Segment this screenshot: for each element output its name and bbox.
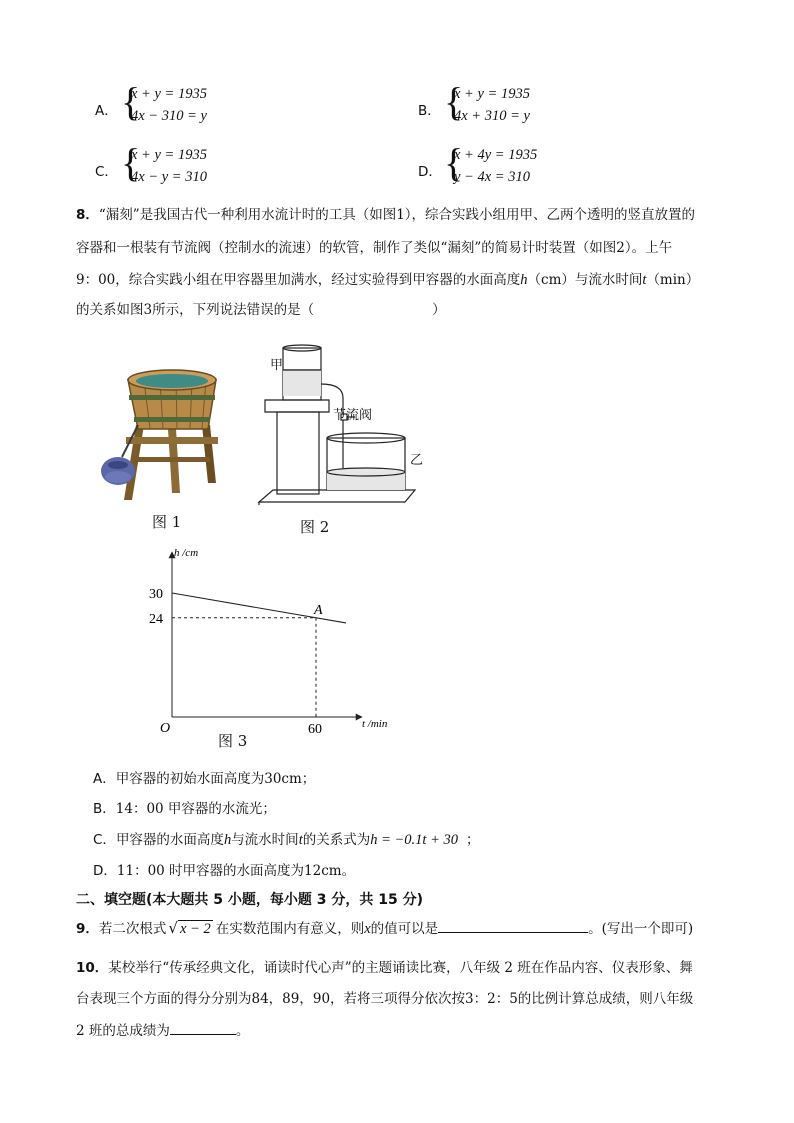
question-text: ） <box>432 302 446 318</box>
question-text: 。 <box>235 1023 250 1039</box>
variable-t: t <box>298 832 303 848</box>
variable-x: x <box>364 921 371 937</box>
option-text: 甲容器的水面高度 <box>115 832 224 848</box>
option-d-label: D． <box>418 164 442 180</box>
question-text: 9：00，综合实践小组在甲容器里加满水，经过实验得到甲容器的水面高度 <box>76 272 521 288</box>
q8-option-a <box>93 769 315 789</box>
question-text: “漏刻”是我国古代一种利用水流计时的工具（如图1），综合实践小组用甲、乙两个透明的竖直放置的 <box>98 207 696 223</box>
answer-blank[interactable] <box>438 918 588 933</box>
label-valve: 节流阀 <box>333 408 373 423</box>
q8-option-d <box>93 861 355 881</box>
section-2-heading: 二、填空题(本大题共 5 小题，每小题 3 分，共 15 分) <box>76 892 424 908</box>
question-number: 8． <box>76 207 99 223</box>
equation: x + y = 1935 <box>131 147 207 163</box>
y-tick-label: 30 <box>149 587 163 602</box>
equation: 4x + 310 = y <box>454 108 530 124</box>
q10-line-2: 台表现三个方面的得分分别为84，89，90，若将三项得分依次按3：2：5的比例计算总成绩，则八年级 <box>76 991 694 1007</box>
option-text: ； <box>465 832 480 848</box>
option-text: 与流水时间 <box>231 832 299 848</box>
radical-expression: √ x − 2 <box>168 919 211 937</box>
q9-line <box>76 918 693 939</box>
option-label: B． <box>93 801 116 817</box>
option-text: 甲容器的初始水面高度为30cm； <box>115 771 316 787</box>
q8-line-3 <box>76 270 699 290</box>
equation: x + y = 1935 <box>131 86 207 102</box>
question-text: 。(写出一个即可) <box>588 921 694 937</box>
q10-line-1 <box>76 958 693 978</box>
question-text: 2 班的总成绩为 <box>76 1023 170 1039</box>
option-text: 14：00 甲容器的水流光； <box>115 801 276 817</box>
q8-option-c <box>93 830 479 850</box>
question-text: 的值可以是 <box>370 921 439 937</box>
equation: x + 4y = 1935 <box>454 147 538 163</box>
formula: h = −0.1t + 30 <box>370 832 458 848</box>
figure-1-clepsydra-illustration <box>98 365 228 505</box>
origin-label: O <box>160 721 171 736</box>
question-text: 在实数范围内有意义，则 <box>215 921 365 937</box>
question-number: 9． <box>76 921 99 937</box>
question-number: 10． <box>76 960 109 976</box>
question-text: 若二次根式 <box>98 921 167 937</box>
q8-line-1 <box>76 205 695 225</box>
label-jia: 甲 <box>270 358 284 373</box>
q8-line-2: 容器和一根装有节流阀（控制水的流速）的软管，制作了类似“漏刻”的简易计时装置（如图2）。上午 <box>76 240 673 256</box>
figure-2-caption: 图 2 <box>300 518 330 536</box>
variable-t: t <box>642 272 647 288</box>
option-label: C． <box>93 832 116 848</box>
equation: 4x − 310 = y <box>131 108 207 124</box>
option-a-label: A． <box>95 103 118 119</box>
question-text: （min） <box>646 272 700 288</box>
option-text: 的关系式为 <box>302 832 371 848</box>
label-yi: 乙 <box>410 453 424 468</box>
figure-1-caption: 图 1 <box>152 513 182 531</box>
question-text: 的关系如图3所示，下列说法错误的是（ <box>76 302 315 318</box>
figure-3-caption: 图 3 <box>218 732 248 750</box>
equation: x + y = 1935 <box>454 86 530 102</box>
q10-line-3 <box>76 1020 249 1041</box>
q8-line-4 <box>76 300 446 320</box>
point-a-label: A <box>314 602 323 618</box>
variable-h: h <box>520 272 528 288</box>
x-tick-label: 60 <box>308 722 322 737</box>
equation: y − 4x = 310 <box>454 169 530 185</box>
question-text: （cm）与流水时间 <box>527 272 643 288</box>
figure-3-chart <box>140 540 400 740</box>
option-label: A． <box>93 771 116 787</box>
x-axis-label: t /min <box>362 718 388 730</box>
option-text: 11：00 时甲容器的水面高度为12cm。 <box>116 863 356 879</box>
equation: 4x − y = 310 <box>131 169 207 185</box>
option-c-label: C． <box>95 164 118 180</box>
variable-h: h <box>223 832 232 848</box>
answer-blank[interactable] <box>170 1020 236 1035</box>
y-tick-label: 24 <box>149 611 163 627</box>
option-b-label: B． <box>418 103 441 119</box>
radicand: x − 2 <box>179 921 211 937</box>
option-label: D． <box>93 863 117 879</box>
question-text: 某校举行“传承经典文化，诵读时代心声”的主题诵读比赛，八年级 2 班在作品内容、仪表形象、舞 <box>108 960 693 976</box>
y-axis-label: h /cm <box>174 547 199 559</box>
q8-option-b <box>93 799 276 819</box>
